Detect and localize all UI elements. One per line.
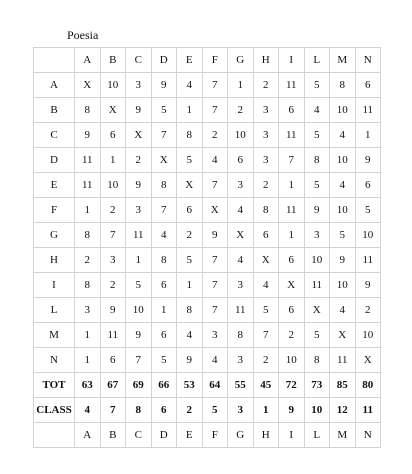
- table-cell: 2: [126, 148, 152, 173]
- table-cell: 3: [228, 273, 254, 298]
- column-header: I: [279, 423, 305, 448]
- table-cell: X: [253, 248, 279, 273]
- table-cell: 1: [100, 148, 126, 173]
- row-label: L: [34, 298, 75, 323]
- table-cell: 5: [151, 348, 177, 373]
- column-header: G: [228, 48, 254, 73]
- table-cell: 8: [75, 273, 101, 298]
- table-cell: 8: [151, 173, 177, 198]
- table-cell: X: [279, 273, 305, 298]
- table-row: [34, 73, 381, 98]
- table-cell: 7: [253, 323, 279, 348]
- table-cell: 9: [355, 273, 381, 298]
- column-header: B: [100, 423, 126, 448]
- ranking-table: [33, 47, 381, 448]
- column-header: H: [253, 423, 279, 448]
- page-title: Poesia: [67, 28, 99, 42]
- table-cell: 10: [126, 298, 152, 323]
- table-cell: X: [126, 123, 152, 148]
- table-cell: 11: [75, 173, 101, 198]
- row-label: C: [34, 123, 75, 148]
- table-cell: 9: [126, 323, 152, 348]
- row-label: E: [34, 173, 75, 198]
- column-header: D: [151, 423, 177, 448]
- table-cell: 6: [151, 273, 177, 298]
- table-cell: 10: [100, 173, 126, 198]
- table-cell: 6: [355, 173, 381, 198]
- table-cell: 4: [228, 248, 254, 273]
- totals-cell: 64: [202, 373, 228, 398]
- header-row-bottom: [34, 423, 381, 448]
- table-cell: 3: [253, 98, 279, 123]
- table-cell: 4: [177, 323, 203, 348]
- table-cell: 9: [151, 73, 177, 98]
- table-cell: 9: [355, 148, 381, 173]
- table-cell: 4: [304, 98, 330, 123]
- table-cell: 11: [304, 273, 330, 298]
- table-cell: 11: [355, 98, 381, 123]
- column-header: F: [202, 423, 228, 448]
- table-cell: 5: [126, 273, 152, 298]
- table-cell: 4: [228, 198, 254, 223]
- table-cell: 8: [304, 348, 330, 373]
- table-cell: 5: [151, 98, 177, 123]
- table-cell: 6: [100, 348, 126, 373]
- class-cell: 6: [151, 398, 177, 423]
- table-cell: 8: [304, 148, 330, 173]
- totals-cell: 45: [253, 373, 279, 398]
- row-label: G: [34, 223, 75, 248]
- table-cell: 9: [304, 198, 330, 223]
- table-cell: 5: [304, 173, 330, 198]
- column-header: C: [126, 48, 152, 73]
- table-cell: 4: [330, 123, 356, 148]
- table-cell: X: [304, 298, 330, 323]
- table-row: [34, 248, 381, 273]
- row-label: A: [34, 73, 75, 98]
- table-cell: 10: [304, 248, 330, 273]
- table-cell: 9: [126, 173, 152, 198]
- column-header: G: [228, 423, 254, 448]
- table-cell: 5: [253, 298, 279, 323]
- table-cell: 7: [202, 98, 228, 123]
- table-cell: 8: [228, 323, 254, 348]
- totals-cell: 72: [279, 373, 305, 398]
- totals-cell: 63: [75, 373, 101, 398]
- table-cell: 3: [126, 198, 152, 223]
- table-cell: 7: [202, 298, 228, 323]
- table-cell: 8: [151, 248, 177, 273]
- table-row: [34, 298, 381, 323]
- table-cell: 8: [253, 198, 279, 223]
- table-cell: 11: [75, 148, 101, 173]
- table-cell: 5: [304, 73, 330, 98]
- table-cell: 6: [253, 223, 279, 248]
- totals-cell: 66: [151, 373, 177, 398]
- table-cell: 10: [330, 198, 356, 223]
- row-label: H: [34, 248, 75, 273]
- table-cell: 1: [177, 98, 203, 123]
- table-cell: 7: [151, 123, 177, 148]
- totals-row: [34, 373, 381, 398]
- table-cell: 5: [355, 198, 381, 223]
- table-cell: 4: [151, 223, 177, 248]
- column-header: A: [75, 48, 101, 73]
- row-label: D: [34, 148, 75, 173]
- table-cell: 5: [177, 148, 203, 173]
- table-cell: 2: [253, 173, 279, 198]
- table-cell: 4: [177, 73, 203, 98]
- class-row: [34, 398, 381, 423]
- column-header: M: [330, 48, 356, 73]
- table-cell: 9: [100, 298, 126, 323]
- table-cell: 3: [253, 123, 279, 148]
- table-cell: 1: [126, 248, 152, 273]
- totals-cell: 80: [355, 373, 381, 398]
- table-cell: 6: [151, 323, 177, 348]
- row-label: I: [34, 273, 75, 298]
- table-cell: 5: [304, 123, 330, 148]
- table-cell: 5: [177, 248, 203, 273]
- corner-cell: [34, 48, 75, 73]
- column-header: N: [355, 423, 381, 448]
- table-cell: 6: [279, 298, 305, 323]
- table-cell: 7: [202, 73, 228, 98]
- class-cell: 8: [126, 398, 152, 423]
- table-cell: 3: [304, 223, 330, 248]
- table-cell: 1: [151, 298, 177, 323]
- table-cell: 3: [100, 248, 126, 273]
- totals-cell: 67: [100, 373, 126, 398]
- class-cell: 9: [279, 398, 305, 423]
- table-cell: 2: [177, 223, 203, 248]
- table-cell: 10: [330, 273, 356, 298]
- table-cell: 11: [126, 223, 152, 248]
- table-cell: 1: [177, 273, 203, 298]
- table-cell: 9: [126, 98, 152, 123]
- table-cell: 9: [330, 248, 356, 273]
- class-cell: 5: [202, 398, 228, 423]
- column-header: M: [330, 423, 356, 448]
- table-cell: 11: [228, 298, 254, 323]
- class-cell: 11: [355, 398, 381, 423]
- column-header: H: [253, 48, 279, 73]
- table-cell: X: [75, 73, 101, 98]
- table-cell: 6: [279, 98, 305, 123]
- row-label: B: [34, 98, 75, 123]
- table-cell: 10: [330, 148, 356, 173]
- table-cell: 1: [279, 173, 305, 198]
- table-cell: 1: [75, 348, 101, 373]
- table-cell: X: [228, 223, 254, 248]
- column-header: A: [75, 423, 101, 448]
- table-cell: 1: [355, 123, 381, 148]
- table-cell: 11: [279, 73, 305, 98]
- table-cell: 8: [177, 298, 203, 323]
- table-cell: 10: [330, 98, 356, 123]
- column-header: L: [304, 48, 330, 73]
- totals-cell: 55: [228, 373, 254, 398]
- table-cell: 3: [228, 348, 254, 373]
- table-cell: 1: [75, 198, 101, 223]
- table-row: [34, 123, 381, 148]
- table-cell: 1: [75, 323, 101, 348]
- table-cell: 4: [330, 298, 356, 323]
- table-cell: 2: [75, 248, 101, 273]
- corner-cell: [34, 423, 75, 448]
- table-cell: 4: [202, 148, 228, 173]
- column-header: E: [177, 48, 203, 73]
- table-cell: 4: [330, 173, 356, 198]
- table-row: [34, 198, 381, 223]
- table-cell: 10: [100, 73, 126, 98]
- row-label: N: [34, 348, 75, 373]
- column-header: I: [279, 48, 305, 73]
- table-cell: 2: [355, 298, 381, 323]
- table-cell: 7: [100, 223, 126, 248]
- table-cell: 2: [228, 98, 254, 123]
- column-header: E: [177, 423, 203, 448]
- table-cell: 1: [279, 223, 305, 248]
- table-cell: 6: [100, 123, 126, 148]
- table-cell: 7: [202, 173, 228, 198]
- table-cell: 10: [279, 348, 305, 373]
- table-cell: 9: [202, 223, 228, 248]
- table-cell: X: [355, 348, 381, 373]
- column-header: N: [355, 48, 381, 73]
- table-cell: 2: [253, 348, 279, 373]
- table-cell: 6: [279, 248, 305, 273]
- table-cell: 5: [304, 323, 330, 348]
- header-row-top: [34, 48, 381, 73]
- class-cell: 3: [228, 398, 254, 423]
- table-cell: 11: [279, 123, 305, 148]
- table-cell: 1: [228, 73, 254, 98]
- table-cell: 11: [100, 323, 126, 348]
- table-cell: 4: [202, 348, 228, 373]
- table-cell: 11: [330, 348, 356, 373]
- table-cell: 2: [279, 323, 305, 348]
- table-cell: 2: [100, 198, 126, 223]
- table-cell: 3: [75, 298, 101, 323]
- table-cell: 3: [126, 73, 152, 98]
- table-row: [34, 323, 381, 348]
- table-cell: 6: [355, 73, 381, 98]
- row-label: M: [34, 323, 75, 348]
- column-header: D: [151, 48, 177, 73]
- class-cell: 2: [177, 398, 203, 423]
- table-cell: 7: [202, 273, 228, 298]
- column-header: F: [202, 48, 228, 73]
- table-cell: 3: [253, 148, 279, 173]
- table-cell: 8: [75, 223, 101, 248]
- column-header: C: [126, 423, 152, 448]
- table-cell: X: [202, 198, 228, 223]
- table-cell: 11: [355, 248, 381, 273]
- table-cell: 5: [330, 223, 356, 248]
- row-label: F: [34, 198, 75, 223]
- table-cell: X: [177, 173, 203, 198]
- table-cell: 9: [177, 348, 203, 373]
- table-row: [34, 223, 381, 248]
- table-cell: 2: [202, 123, 228, 148]
- table-cell: 11: [279, 198, 305, 223]
- table-cell: 8: [177, 123, 203, 148]
- class-cell: 1: [253, 398, 279, 423]
- table-row: [34, 273, 381, 298]
- table-cell: 3: [228, 173, 254, 198]
- table-cell: 6: [177, 198, 203, 223]
- table-cell: 7: [202, 248, 228, 273]
- table-cell: 3: [202, 323, 228, 348]
- table-cell: 2: [100, 273, 126, 298]
- totals-cell: 85: [330, 373, 356, 398]
- table-row: [34, 98, 381, 123]
- class-cell: 12: [330, 398, 356, 423]
- column-header: B: [100, 48, 126, 73]
- table-cell: 7: [151, 198, 177, 223]
- totals-cell: 73: [304, 373, 330, 398]
- column-header: L: [304, 423, 330, 448]
- totals-label: TOT: [34, 373, 75, 398]
- table-row: [34, 348, 381, 373]
- table-cell: 10: [355, 323, 381, 348]
- totals-cell: 53: [177, 373, 203, 398]
- table-cell: 7: [126, 348, 152, 373]
- table-cell: X: [151, 148, 177, 173]
- table-cell: 10: [228, 123, 254, 148]
- totals-cell: 69: [126, 373, 152, 398]
- table-row: [34, 173, 381, 198]
- table-cell: 8: [75, 98, 101, 123]
- table-cell: X: [330, 323, 356, 348]
- table-cell: 6: [228, 148, 254, 173]
- table-cell: 10: [355, 223, 381, 248]
- table-row: [34, 148, 381, 173]
- table-cell: 9: [75, 123, 101, 148]
- table-cell: 4: [253, 273, 279, 298]
- table-cell: X: [100, 98, 126, 123]
- class-label: CLASS: [34, 398, 75, 423]
- class-cell: 10: [304, 398, 330, 423]
- class-cell: 4: [75, 398, 101, 423]
- table-cell: 2: [253, 73, 279, 98]
- table-cell: 8: [330, 73, 356, 98]
- table-cell: 7: [279, 148, 305, 173]
- class-cell: 7: [100, 398, 126, 423]
